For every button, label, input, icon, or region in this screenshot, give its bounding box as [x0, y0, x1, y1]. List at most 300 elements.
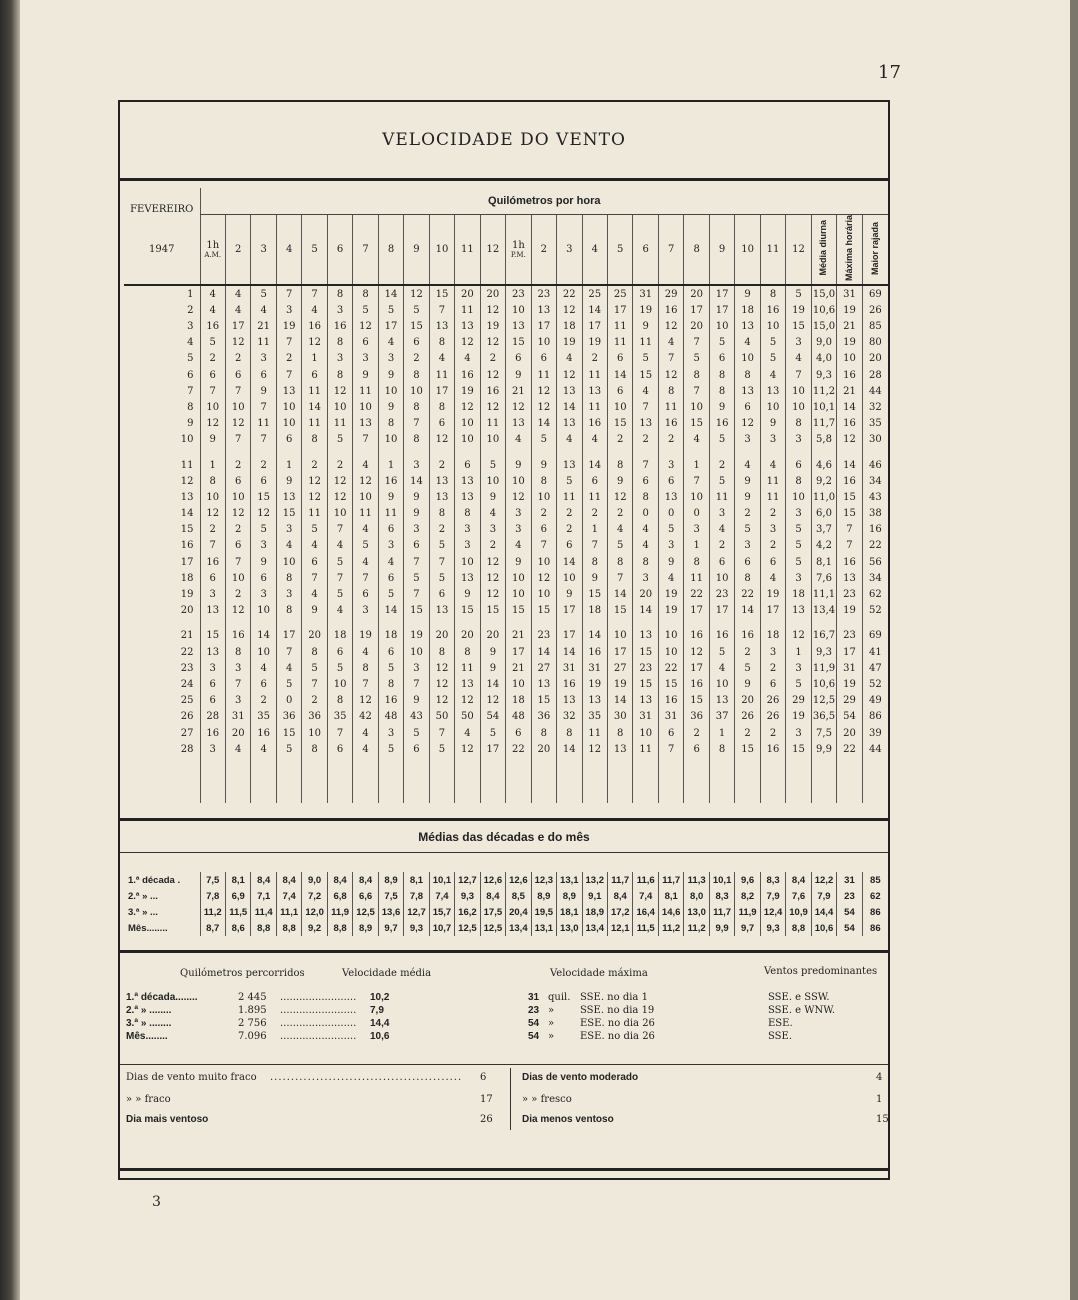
- wind-value: 4: [709, 660, 734, 676]
- decade-value: 13,1: [557, 872, 582, 888]
- wind-value: 7: [837, 538, 862, 554]
- wind-value: 9: [378, 399, 403, 415]
- wind-value: 2: [582, 505, 607, 521]
- wind-value: 6: [404, 335, 429, 351]
- wind-value: 8: [327, 285, 352, 302]
- wind-value: 9: [760, 416, 785, 432]
- wind-value: 10: [709, 570, 734, 586]
- decade-value: 62: [862, 888, 888, 904]
- wind-value: 54: [480, 709, 505, 725]
- day-number: 3: [187, 321, 194, 332]
- decade-value: 8,4: [786, 872, 811, 888]
- wind-value: 8: [276, 570, 301, 586]
- wind-value: 6: [302, 367, 327, 383]
- wind-value: 10: [276, 399, 301, 415]
- wind-value: 36: [684, 709, 709, 725]
- wind-value: 0: [633, 505, 658, 521]
- wind-value: 3: [735, 432, 760, 448]
- wind-value: 17: [531, 318, 556, 334]
- decade-value: 8,2: [735, 888, 760, 904]
- wind-value: 7: [658, 351, 683, 367]
- wind-value: 11: [302, 383, 327, 399]
- wind-value: 9: [480, 489, 505, 505]
- wind-value: 5: [429, 570, 454, 586]
- wind-value: 5: [709, 335, 734, 351]
- wind-value: 10: [837, 351, 862, 367]
- wind-value: 6: [225, 367, 250, 383]
- decade-value: 11,7: [709, 904, 734, 920]
- wind-value: 6: [251, 367, 276, 383]
- wind-value: 13: [455, 570, 480, 586]
- wind-value: 6: [786, 457, 811, 473]
- wind-value: 6: [506, 351, 531, 367]
- wind-value: 5: [378, 741, 403, 757]
- decade-value: 10,7: [429, 920, 454, 936]
- wind-value: 12: [506, 399, 531, 415]
- decade-value: 11,2: [200, 904, 225, 920]
- wind-value: 13: [557, 693, 582, 709]
- wind-value: 11: [302, 416, 327, 432]
- fresco-value: 1: [876, 1094, 883, 1105]
- wind-value: 20: [480, 628, 505, 644]
- wind-value: 10: [608, 399, 633, 415]
- wind-value: 4: [658, 570, 683, 586]
- hour-col-header: 5: [608, 215, 633, 286]
- day-row: [124, 522, 888, 538]
- wind-value: 1: [786, 644, 811, 660]
- wind-value: 3: [760, 522, 785, 538]
- wind-value: 2: [200, 351, 225, 367]
- day-row: [124, 351, 888, 367]
- decade-value: 9,3: [760, 920, 785, 936]
- wind-value: 2: [404, 351, 429, 367]
- hour-col-header: 9: [404, 215, 429, 286]
- bottom-row-label: 1.ª década........: [126, 992, 198, 1003]
- decade-value: 18,1: [557, 904, 582, 920]
- wind-value: 17: [709, 285, 734, 302]
- wind-value: 35: [251, 709, 276, 725]
- calm-value: 15: [876, 1114, 889, 1125]
- footer-number: 3: [152, 1194, 161, 1210]
- wind-value: 11,1: [811, 586, 836, 602]
- wind-value: 16: [480, 383, 505, 399]
- wind-value: 13: [429, 603, 454, 619]
- wind-value: 4: [353, 644, 378, 660]
- wind-value: 12: [327, 473, 352, 489]
- wind-value: 20: [225, 725, 250, 741]
- wind-value: 11: [353, 505, 378, 521]
- wind-value: 4: [684, 432, 709, 448]
- wind-value: 7: [633, 457, 658, 473]
- hour-col-header: 6: [633, 215, 658, 286]
- wind-value: 19: [455, 383, 480, 399]
- month-label: FEVEREIRO: [130, 203, 194, 215]
- wind-value: 26: [760, 709, 785, 725]
- decade-value: 16,2: [455, 904, 480, 920]
- wind-value: 6: [557, 538, 582, 554]
- year-label: 1947: [124, 215, 200, 286]
- wind-value: 6: [658, 473, 683, 489]
- wind-value: 10: [225, 399, 250, 415]
- wind-value: 32: [862, 399, 888, 415]
- day-number: 26: [180, 711, 194, 723]
- decade-value: 12,6: [480, 872, 505, 888]
- wind-value: 11,2: [811, 383, 836, 399]
- wind-value: 6: [378, 570, 403, 586]
- avg-value: 10,6: [370, 1031, 390, 1042]
- wind-value: 12: [480, 302, 505, 318]
- wind-value: 7: [225, 676, 250, 692]
- wind-value: 11: [608, 318, 633, 334]
- wind-value: 18: [786, 586, 811, 602]
- wind-value: 10: [327, 676, 352, 692]
- wind-value: 7: [225, 432, 250, 448]
- wind-value: 4: [276, 660, 301, 676]
- wind-value: 2: [302, 457, 327, 473]
- wind-value: 13: [429, 318, 454, 334]
- wind-value: 3: [786, 725, 811, 741]
- hour-col-header: 4: [582, 215, 607, 286]
- km-value: 7.096: [238, 1031, 267, 1042]
- wind-value: 16: [455, 367, 480, 383]
- wind-value: 14: [582, 457, 607, 473]
- wind-value: 4: [455, 725, 480, 741]
- moderate-label: Dias de vento moderado: [522, 1072, 639, 1083]
- wind-value: 7: [837, 522, 862, 538]
- wind-value: 14: [480, 676, 505, 692]
- wind-value: 4: [557, 432, 582, 448]
- wind-value: 7: [251, 432, 276, 448]
- decade-value: 6,8: [327, 888, 352, 904]
- day-row: [124, 741, 888, 757]
- wind-value: 14: [608, 586, 633, 602]
- wind-value: 19: [582, 676, 607, 692]
- wind-value: 2: [760, 725, 785, 741]
- wind-value: 23: [531, 285, 556, 302]
- wind-value: 6: [455, 457, 480, 473]
- wind-value: 34: [862, 473, 888, 489]
- wind-value: 10: [378, 432, 403, 448]
- decade-value: 12,5: [353, 904, 378, 920]
- wind-value: 5: [276, 741, 301, 757]
- wind-value: 29: [658, 285, 683, 302]
- wind-value: 3: [684, 522, 709, 538]
- wind-value: 11: [633, 335, 658, 351]
- day-row: [124, 285, 888, 302]
- wind-value: 12: [225, 603, 250, 619]
- day-row: [124, 335, 888, 351]
- wind-value: 14: [633, 603, 658, 619]
- decade-value: 9,3: [404, 920, 429, 936]
- wind-value: 10: [557, 570, 582, 586]
- decade-value: 17,5: [480, 904, 505, 920]
- wind-value: 17: [276, 628, 301, 644]
- wind-value: 4: [327, 538, 352, 554]
- wind-value: 10: [200, 489, 225, 505]
- wind-value: 10: [506, 473, 531, 489]
- wind-value: 36: [276, 709, 301, 725]
- wind-value: 6: [735, 399, 760, 415]
- wind-value: 5: [302, 660, 327, 676]
- wind-value: 14: [404, 473, 429, 489]
- day-row: [124, 489, 888, 505]
- wind-value: 13: [455, 318, 480, 334]
- wind-value: 7: [582, 538, 607, 554]
- wind-value: 29: [837, 693, 862, 709]
- wind-value: 13: [455, 473, 480, 489]
- wind-value: 11: [608, 335, 633, 351]
- wind-value: 4: [608, 522, 633, 538]
- wind-value: 27: [531, 660, 556, 676]
- decade-value: 11,5: [633, 920, 658, 936]
- decade-value: 6,6: [353, 888, 378, 904]
- wind-value: 11: [684, 570, 709, 586]
- decade-value: 11,2: [684, 920, 709, 936]
- day-row: [124, 709, 888, 725]
- decade-value: 86: [862, 904, 888, 920]
- wind-value: 1: [378, 457, 403, 473]
- wind-value: 4: [633, 522, 658, 538]
- wind-value: 16: [760, 302, 785, 318]
- hour-col-header: 11: [455, 215, 480, 286]
- wind-value: 3: [200, 586, 225, 602]
- wind-value: 9: [404, 505, 429, 521]
- wind-value: 54: [837, 709, 862, 725]
- wind-value: 5: [658, 522, 683, 538]
- wind-value: 15: [735, 741, 760, 757]
- day-number: 10: [180, 434, 194, 446]
- wind-value: 5,8: [811, 432, 836, 448]
- hour-col-header: 2: [531, 215, 556, 286]
- wind-value: 16: [684, 676, 709, 692]
- wind-value: 10: [786, 489, 811, 505]
- wind-value: 15: [684, 416, 709, 432]
- moderate-value: 4: [876, 1072, 883, 1083]
- wind-value: 5: [709, 473, 734, 489]
- wind-value: 1: [684, 538, 709, 554]
- wind-value: 0: [658, 505, 683, 521]
- wind-value: 10: [353, 489, 378, 505]
- wind-value: 11: [455, 660, 480, 676]
- wind-value: 23: [531, 628, 556, 644]
- wind-value: 4: [429, 351, 454, 367]
- wind-value: 3: [276, 522, 301, 538]
- day-row: [124, 367, 888, 383]
- page-number: 17: [878, 62, 901, 83]
- wind-value: 12,5: [811, 693, 836, 709]
- table-frame: VELOCIDADE DO VENTO FEVEREIRO Quilómetros por hora 1947 1h A.M. 2 3 4 5 6 7 8 9 10 11 12 1h P.M. 2 3 4 5 6 7 8 9 10 11 12 Média diurna Máxima horária Maior rajada 1 4 4 5 7 7 8 8 14 12 15 20 20 23 23 22 25 25 31 29 20 17 9 8 5 15,0 31 69 2 4 4 4 3 4 3 5 5 5 7 11 12 10 13 12 14 17 19 16 17 17 18 16 19 10,6 19 26 3 16 17 21 19 16 16 12 17 15 13 13 19 13 17 18 17 11 9 12 20 10 13 10 15 15,0 21 85 4 5 12 11 7 12 8 6 4 6 8 12 12 15 10 19 19 11 11 4 7 5 4 5 3 9,0 19 80 5 2 2 3 2 1 3 3 3 2 4 4 2 6 6 4 2 6 5 7 5 6 10 5 4 4,0 10 20 6 6 6 6 7 6 8 9 9 8 11 16 12 9 11 12 11 14 15 12 8 8 8 4 7 9,3 16 28 7 7 7 9 13 11 12 11 10 10 17 19 16 21 12 13 13 6 4 8 7 8 13 13 10 11,2 21 44 8 10 10 7 10 14 10 10 9 8 8 12 12 12 12 14 11 10 7 11 10 9 6 10 10 10,1 14 32 9 12 12 11 10 11 11 13 8 7 6 10 11 13 14 13 16 15 13 16 15 16 12 9 8 11,7 16 35 10 9 7 7 6 8 5 7 10 8 12 10 10 4 5 4 4 2 2 2 4 5 3 3 3 5,8 12 30 11 1 2 2 1 2 2 4 1 3 2 6 5 9 9 13 14 8 7 3 1 2 4 4 6 4,6 14 46 12 8 6 6 9 12 12 12 16 14 13 13 10 10 8 5 6 9 6 6 7 5 9 11 8 9,2 16 34 13 10 10 15 13 12 12 10 9 9 13 13 9 12 10 11 11 12 8 13 10 11 9 11 10 11,0 15 43 14 12 12 12 15 11 10 11 11 9 8 8 4 3 2 2 2 2 0 0 0 3 2 2 3 6,0 15 38 15 2 2 5 3 5 7 4 6 3 2 3 3 3 6 2 1 4 4 5 3 4 5 3 5 3,7 7 16 16 7 6 3 4 4 4 5 3 6 5 3 2 4 7 6 7 5 4 3 1 2 3 2 5 4,2 7 22 17 16 7 9 10 6 5 4 4 7 7 10 12 9 10 14 8 8 8 9 8 6 6 6 5 8,1 16 56 18 6 10 6 8 7 7 7 6 5 5 13 12 10 12 10 9 7 3 4 11 10 8 4 3 7,6 13 34 19 3 2 3 3 4 5 6 5 7 6 9 12 10 10 9 15 14 20 19 22 23 22 19 18 11,1 23 62 20 13 12 10 8 9 4 3 14 15 13 15 15 15 15 17 18 15 14 19 17 17 14 17 13 13,4 19 52 21 15 16 14 17 20 18 19 18 19 20 20 20 21 23 17 14 10 13 10 16 16 16 18 12 16,7 23 69 22 13 8 10 7 8 6 4 6 10 8 8 9 17 14 14 16 17 15 10 12 5 2 3 1 9,3 17 41 23 3 3 4 4 5 5 8 5 3 12 11 9 21 27 31 31 27 23 22 17 4 5 2 3 11,9 31 47 24 6 7 6 5 7 10 7 8 7 12 13 14 10 13 16 19 19 15 15 16 10 9 6 5 10,6 19 52 25 6 3 2 0 2 8 12 16 9 12 12 12 18 15 13 13 14 13 16 15 13 20 26 29 12,5 29 49 26 28 31 35 36 36 35 42 48 43 50 50 54 48 36 32 35 30 31 31 36 37 26 26 19 36,5 54 86 27 16 20 16 15 10 7 4 3 5 7 4 5 6 8 8 11 8 10 6 2 1 2 2 3 7,5 20 39 28 3 4 4 5 8 6 4 5 6 5 12 17 22 20 14 12 13 11 7 6 8 15 16 15 9,9 22 44 Médias das décadas e do mês 1.ª década . 7,5 8,1 8,4 8,4 9,0 8,4 8,4 8,9 8,1 10,1 12,7 12,6 12,6 12,3 13,1 13,2 11,7 11,6 11,7 11,3 10,1 9,6 8,3 8,4 12,2 31 85 2.ª » ... 7,8 6,9 7,1 7,4 7,2 6,8 6,6 7,5 7,8 7,4 9,3 8,4 8,5 8,9 8,9 9,1 8,4 7,4 8,1 8,0 8,3 8,2 7,9 7,6 7,9 23 62 3.ª » ... 11,2 11,5 11,4 11,1 12,0 11,9 12,5 13,6 12,7 15,7 16,2 17,5 20,4 19,5 18,1 18,9 17,2 16,4 14,6 13,0 11,7 11,9 12,4 10,9 14,4 54 86 Mês........ 8,7 8,6 8,8 8,8 9,2 8,8 8,9 9,7 9,3 10,7 12,5 12,5 13,4 13,1 13,0 13,4 12,1 11,5 11,2 11,2 9,9 9,7 9,3 8,8 10,6 54 86 Quilómetros percorridos Velocidade média Velocidade máxima Ventos predominantes 1.ª década........ 2 445 ........................ 10,2 31 quil. SSE. no dia 1 SSE. e SSW. 2.ª » ........ 1.895 ........................ 7,9 23 » SSE. no dia 19 SSE. e WNW. 3.ª » ........ 2 756 ........................ 14,4 54 » ESE. no dia 26 ESE. Mês........ 7.096 ........................ 10,6 54 » ESE. no dia 26 SSE. Dias de vento muito fraco .............................................. 6 » » fraco 17 Dia mais ventoso 26 Dias de vento moderado 4 » » fresco 1 Dia menos ventoso 15: [118, 100, 890, 1180]
- wind-value: 4: [353, 457, 378, 473]
- decade-row: [124, 904, 888, 920]
- decade-value: 12,7: [455, 872, 480, 888]
- wind-value: 16: [837, 416, 862, 432]
- wind-value: 15: [786, 318, 811, 334]
- wind-value: 2: [531, 505, 556, 521]
- wind-value: 8: [531, 725, 556, 741]
- wind-value: 13: [531, 302, 556, 318]
- avg-header: Velocidade média: [342, 968, 432, 979]
- wind-value: 6: [404, 538, 429, 554]
- wind-value: 11: [582, 367, 607, 383]
- max-unit: »: [548, 1018, 555, 1029]
- wind-value: 3: [506, 522, 531, 538]
- decade-value: 12,3: [531, 872, 556, 888]
- wind-value: 2: [225, 586, 250, 602]
- wind-value: 15,0: [811, 285, 836, 302]
- wind-value: 20: [302, 628, 327, 644]
- wind-value: 17: [557, 628, 582, 644]
- wind-value: 10: [378, 383, 403, 399]
- decade-value: 8,9: [531, 888, 556, 904]
- wind-value: 12: [429, 432, 454, 448]
- wind-value: 62: [862, 586, 888, 602]
- wind-value: 13: [658, 489, 683, 505]
- decade-value: 8,5: [506, 888, 531, 904]
- wind-value: 50: [429, 709, 454, 725]
- day-row: [124, 554, 888, 570]
- wind-value: 3: [658, 457, 683, 473]
- prevailing-direction: SSE. e SSW.: [768, 992, 830, 1003]
- wind-value: 10: [276, 416, 301, 432]
- wind-value: 19: [658, 603, 683, 619]
- prevailing-direction: ESE.: [768, 1018, 793, 1029]
- wind-value: 10: [709, 676, 734, 692]
- decade-value: 9,1: [582, 888, 607, 904]
- divider: [510, 1068, 511, 1130]
- wind-value: 36: [531, 709, 556, 725]
- wind-value: 3: [353, 351, 378, 367]
- wind-value: 21: [506, 383, 531, 399]
- wind-value: 2: [709, 457, 734, 473]
- wind-value: 11,0: [811, 489, 836, 505]
- wind-value: 3: [353, 603, 378, 619]
- wind-value: 85: [862, 318, 888, 334]
- wind-value: 21: [506, 628, 531, 644]
- hour-col-header: 12: [480, 215, 505, 286]
- wind-value: 3,7: [811, 522, 836, 538]
- decade-value: 8,4: [276, 872, 301, 888]
- wind-value: 3: [709, 505, 734, 521]
- wind-value: 48: [506, 709, 531, 725]
- day-row: [124, 416, 888, 432]
- decade-value: 11,5: [225, 904, 250, 920]
- wind-value: 16: [582, 644, 607, 660]
- km-header: Quilómetros percorridos: [180, 968, 305, 979]
- wind-value: 10: [506, 302, 531, 318]
- wind-value: 27: [608, 660, 633, 676]
- wind-value: 12: [531, 399, 556, 415]
- decade-value: 7,6: [786, 888, 811, 904]
- wind-value: 17: [684, 603, 709, 619]
- wind-value: 8: [429, 644, 454, 660]
- decade-value: 12,4: [760, 904, 785, 920]
- wind-value: 38: [862, 505, 888, 521]
- day-row: [124, 725, 888, 741]
- wind-value: 13: [276, 489, 301, 505]
- wind-value: 16: [557, 676, 582, 692]
- wind-value: 15: [786, 741, 811, 757]
- wind-value: 6: [429, 416, 454, 432]
- dots: ........................: [280, 1005, 357, 1016]
- wind-value: 5: [404, 570, 429, 586]
- wind-value: 16: [251, 725, 276, 741]
- wind-value: 4: [506, 538, 531, 554]
- wind-value: 5: [608, 538, 633, 554]
- decade-row: [124, 920, 888, 936]
- wind-value: 3: [455, 522, 480, 538]
- wind-value: 4: [455, 351, 480, 367]
- wind-value: 6: [200, 693, 225, 709]
- wind-value: 14: [531, 416, 556, 432]
- wind-value: 7: [429, 302, 454, 318]
- hour-col-header: 8: [378, 215, 403, 286]
- rule: [120, 852, 888, 853]
- summary-col-header: Máxima horária: [837, 215, 862, 286]
- decade-value: 8,6: [225, 920, 250, 936]
- wind-value: 8: [735, 570, 760, 586]
- wind-value: 5: [760, 335, 785, 351]
- wind-value: 11: [709, 489, 734, 505]
- decade-value: 9,3: [455, 888, 480, 904]
- decade-value: 8,8: [786, 920, 811, 936]
- wind-value: 12: [658, 318, 683, 334]
- wind-value: 6: [429, 586, 454, 602]
- wind-value: 14: [302, 399, 327, 415]
- wind-value: 8: [709, 367, 734, 383]
- day-number: 22: [180, 646, 194, 658]
- wind-value: 43: [404, 709, 429, 725]
- fresco-label: » » fresco: [522, 1094, 572, 1105]
- decade-value: 12,5: [480, 920, 505, 936]
- wind-value: 15: [633, 644, 658, 660]
- decade-value: 10,9: [786, 904, 811, 920]
- decade-value: 11,9: [735, 904, 760, 920]
- wind-value: 15: [684, 693, 709, 709]
- wind-value: 18: [760, 628, 785, 644]
- wind-value: 1: [276, 457, 301, 473]
- wind-value: 12: [557, 367, 582, 383]
- wind-value: 48: [378, 709, 403, 725]
- wind-value: 10: [302, 725, 327, 741]
- wind-value: 3: [378, 538, 403, 554]
- wind-value: 10: [327, 399, 352, 415]
- wind-value: 15: [531, 603, 556, 619]
- wind-value: 8: [353, 285, 378, 302]
- dots: ........................: [280, 1018, 357, 1029]
- wind-value: 13: [633, 628, 658, 644]
- decade-label: 1.ª década .: [128, 874, 181, 886]
- wind-value: 8: [709, 383, 734, 399]
- wind-value: 7: [404, 676, 429, 692]
- wind-value: 80: [862, 335, 888, 351]
- wind-value: 5: [378, 660, 403, 676]
- wind-value: 12: [480, 399, 505, 415]
- wind-value: 14: [531, 644, 556, 660]
- wind-value: 4: [200, 302, 225, 318]
- wind-value: 8: [760, 285, 785, 302]
- wind-value: 31: [225, 709, 250, 725]
- wind-value: 11: [251, 416, 276, 432]
- decade-label: 2.ª » ...: [128, 890, 158, 902]
- wind-value: 10: [531, 489, 556, 505]
- day-number: 21: [180, 630, 194, 642]
- wind-value: 8: [455, 505, 480, 521]
- day-number: 12: [180, 475, 194, 487]
- decade-value: 10,1: [429, 872, 454, 888]
- wind-value: 5: [353, 302, 378, 318]
- wind-value: 22: [862, 538, 888, 554]
- decade-value: 31: [837, 872, 862, 888]
